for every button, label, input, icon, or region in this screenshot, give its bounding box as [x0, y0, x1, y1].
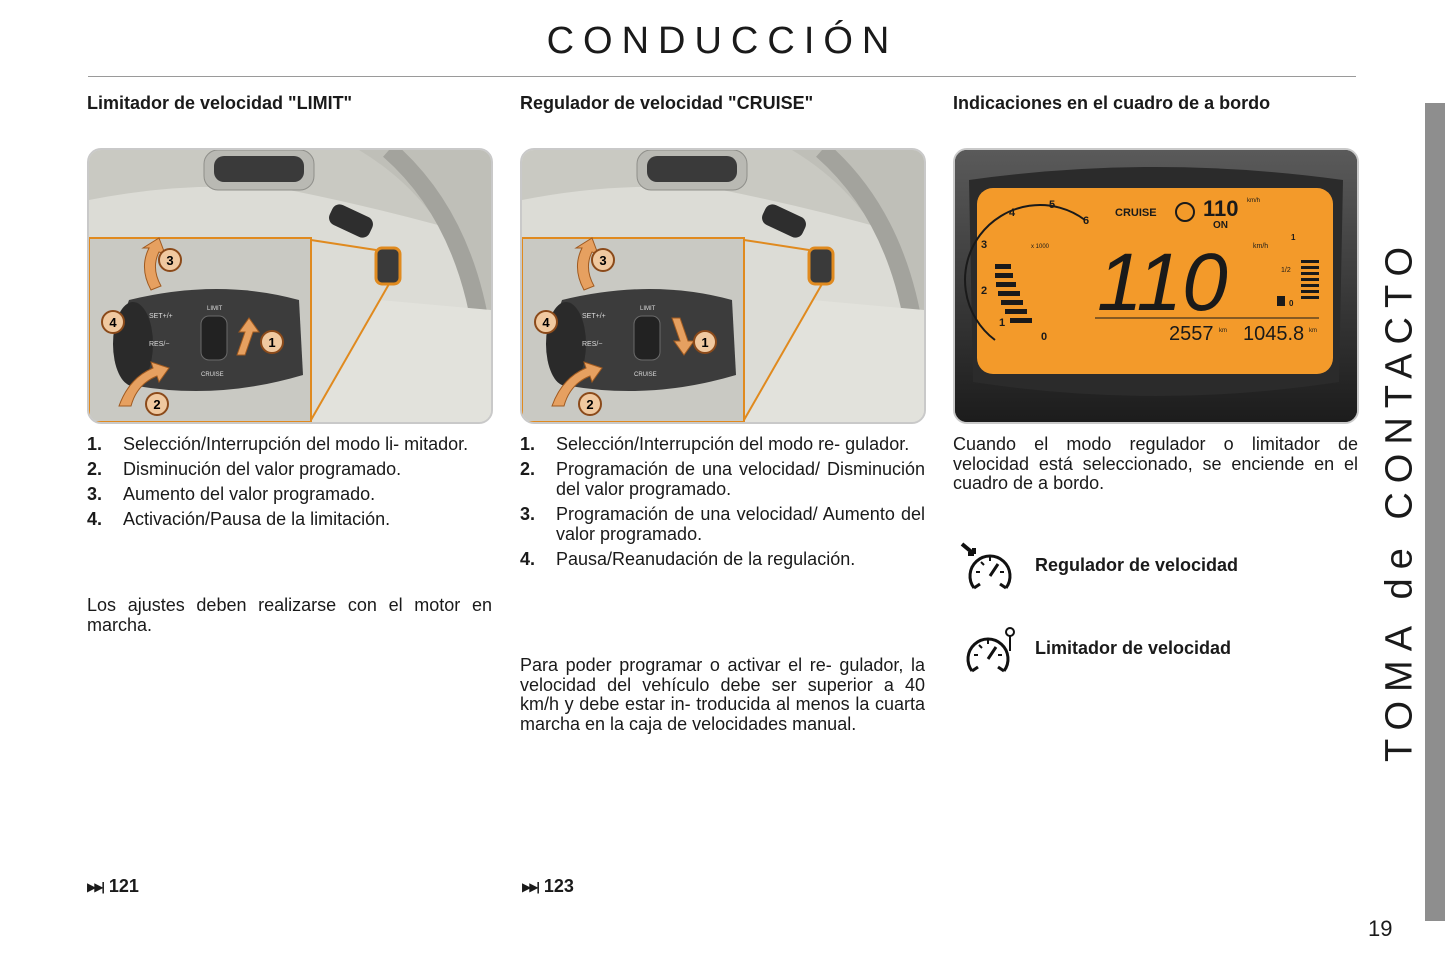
rpm-multiplier: x 1000 [1031, 244, 1050, 250]
cruise-indicator-row [960, 542, 1350, 592]
display-mode: CRUISE [1115, 207, 1157, 219]
section-tab-title: TOMA de CONTACTO [1378, 237, 1421, 763]
stalk-limit-label: LIMIT [207, 306, 223, 312]
display-odometer: 1045.8 [1243, 323, 1305, 345]
rpm-label-5: 5 [1049, 199, 1056, 211]
rpm-label-0: 0 [1041, 331, 1048, 343]
stalk-set-label: SET+/+ [582, 313, 606, 320]
display-speed-unit: km/h [1253, 243, 1269, 250]
stalk-limit-label: LIMIT [640, 306, 656, 312]
list-item: 1. Selección/Interrupción del modo li- mitador. [87, 434, 469, 454]
rpm-label-1: 1 [999, 317, 1006, 329]
callout-4: 4 [542, 315, 550, 330]
list-item: 2. Disminución del valor programado. [87, 459, 402, 479]
display-set-unit: km/h [1247, 198, 1261, 204]
page-title: CONDUCCIÓN [546, 20, 899, 62]
list-item: 2. Programación de una velocidad/ Disminución del valor programado. [520, 459, 925, 499]
limiter-stalk-illustration [87, 148, 493, 424]
callout-4: 4 [109, 315, 117, 330]
header-divider [88, 76, 1356, 77]
page-number: 19 [1368, 916, 1393, 941]
list-item: 3. Aumento del valor programado. [87, 484, 376, 504]
callout-2: 2 [153, 397, 161, 412]
limiter-note: Los ajustes deben realizarse con el motor en marcha. [87, 595, 492, 635]
cruise-note: Para poder programar o activar el re- gulador, la velocidad del vehículo debe ser superior a 40 km/h y debe estar in- troducida al menos la cuarta marcha en la caja de velocidades manual. [520, 655, 925, 734]
callout-1: 1 [268, 335, 276, 350]
callout-3: 3 [599, 253, 607, 268]
rpm-label-4: 4 [1009, 207, 1016, 219]
callout-1: 1 [701, 335, 709, 350]
speed-limiter-icon [960, 625, 1020, 681]
dashboard-note: Cuando el modo regulador o limitador de velocidad está seleccionado, se enciende en el cuadro de a bordo. [953, 434, 1358, 493]
fuel-empty-label: 0 [1289, 299, 1294, 308]
reference-link-123[interactable]: ▶▶| 123 [522, 876, 574, 896]
fuel-half-label: 1/2 [1281, 267, 1291, 274]
stalk-res-label: RES/− [149, 341, 170, 348]
heading-dashboard-indications: Indicaciones en el cuadro de a bordo [953, 93, 1271, 113]
stalk-set-label: SET+/+ [149, 313, 173, 320]
display-set-speed: 110 [1203, 196, 1239, 221]
display-speed: 110 [1097, 237, 1228, 328]
display-odo-unit: km [1309, 328, 1317, 334]
rpm-label-2: 2 [981, 285, 988, 297]
callout-2: 2 [586, 397, 594, 412]
heading-speed-limiter: Limitador de velocidad "LIMIT" [87, 93, 353, 113]
stalk-res-label: RES/− [582, 341, 603, 348]
dashboard-display-illustration [953, 148, 1359, 424]
display-status: ON [1213, 220, 1228, 231]
heading-cruise-control: Regulador de velocidad "CRUISE" [520, 93, 814, 113]
reference-link-121[interactable]: ▶▶| 121 [87, 876, 139, 896]
display-trip-unit: km [1219, 328, 1227, 334]
list-item: 4. Pausa/Reanudación de la regulación. [520, 549, 856, 569]
rpm-label-3: 3 [981, 239, 988, 251]
section-tab-bar [1425, 103, 1445, 921]
limiter-steps-list [87, 434, 492, 534]
limiter-indicator-label: Limitador de velocidad [1035, 638, 1232, 658]
next-page-icon: ▶▶| [87, 880, 103, 894]
display-trip: 2557 [1169, 323, 1214, 345]
callout-3: 3 [166, 253, 174, 268]
cruise-control-icon [960, 542, 1020, 598]
limiter-indicator-row [960, 625, 1350, 675]
stalk-cruise-label: CRUISE [201, 372, 224, 378]
fuel-full-label: 1 [1291, 233, 1296, 242]
rpm-label-6: 6 [1083, 215, 1090, 227]
list-item: 1. Selección/Interrupción del modo re- gulador. [520, 434, 910, 454]
stalk-cruise-label: CRUISE [634, 372, 657, 378]
list-item: 4. Activación/Pausa de la limitación. [87, 509, 391, 529]
cruise-indicator-label: Regulador de velocidad [1035, 555, 1239, 575]
list-item: 3. Programación de una velocidad/ Aumento del valor programado. [520, 504, 925, 544]
next-page-icon: ▶▶| [522, 880, 538, 894]
cruise-steps-list [520, 434, 925, 574]
cruise-stalk-illustration [520, 148, 926, 424]
